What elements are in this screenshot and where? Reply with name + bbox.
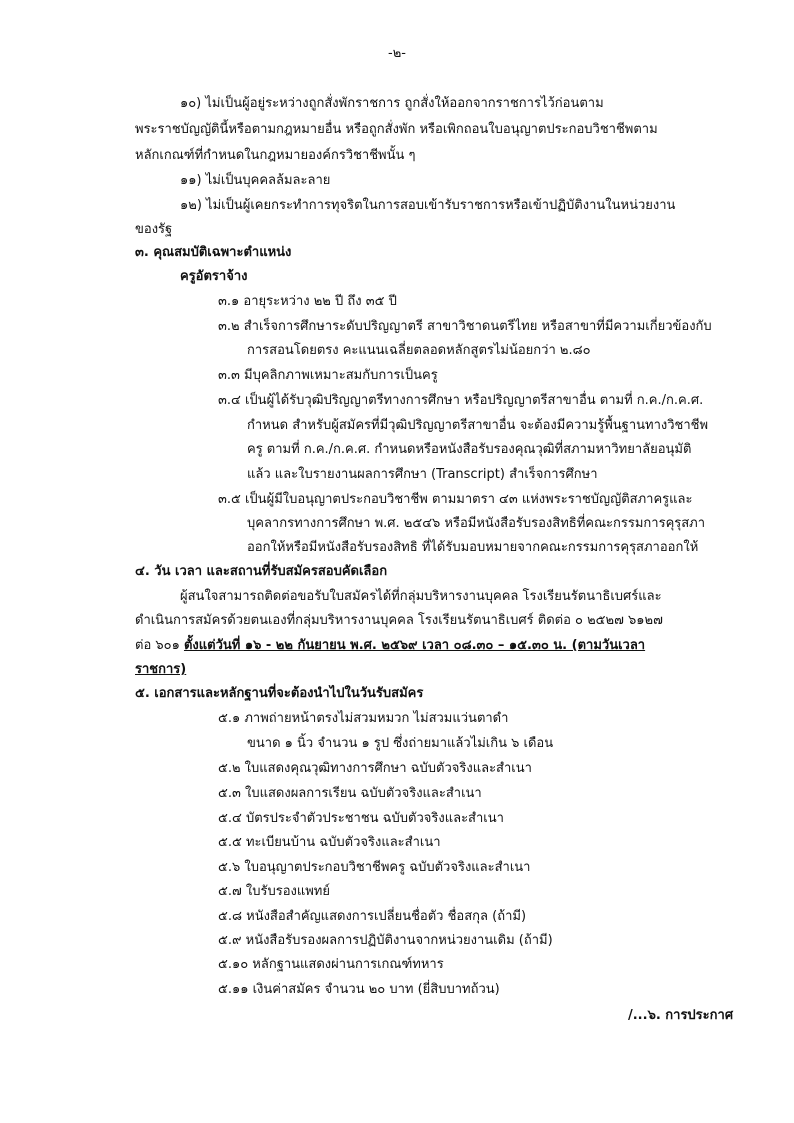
section-3-heading: ๓. คุณสมบัติเฉพาะตำแหน่ง (135, 245, 292, 260)
section-3-item-3: ๓.๓ มีบุคลิกภาพเหมาะสมกับการเป็นครู (218, 368, 438, 383)
section-3-item-2-line-2: การสอนโดยตรง คะแนนเฉลี่ยตลอดหลักสูตรไม่น้อยกว่า ๒.๘๐ (247, 343, 591, 358)
qualification-10-line-1: ๑๐) ไม่เป็นผู้อยู่ระหว่างถูกสั่งพักราชการ ถูกสั่งให้ออกจากราชการไว้ก่อนตาม (180, 96, 604, 111)
qualification-10-line-2: พระราชบัญญัตินี้หรือตามกฎหมายอื่น หรือถูกสั่งพัก หรือเพิกถอนใบอนุญาตประกอบวิชาชีพตาม (135, 122, 658, 137)
section-3-item-4-line-2: กำหนด สำหรับผู้สมัครที่มีวุฒิปริญญาตรีสาขาอื่น จะต้องมีความรู้พื้นฐานทางวิชาชีพ (247, 418, 709, 433)
section-5-heading: ๕. เอกสารและหลักฐานที่จะต้องนำไปในวันรับสมัคร (135, 686, 424, 701)
section-4-line-3 (135, 636, 645, 656)
document-item: ๕.๔ บัตรประจำตัวประชาชน ฉบับตัวจริงและสำเนา (218, 811, 504, 826)
section-3-item-4-line-3: ครู ตามที่ ก.ค./ก.ค.ศ. กำหนดหรือหนังสือรับรองคุณวุฒิที่สภามหาวิทยาลัยอนุมัติ (247, 442, 692, 457)
document-item: ๕.๖ ใบอนุญาตประกอบวิชาชีพครู ฉบับตัวจริงและสำเนา (218, 860, 531, 875)
qualification-12-line-2: ของรัฐ (135, 222, 173, 237)
section-4-line-1: ผู้สนใจสามารถติดต่อขอรับใบสมัครได้ที่กลุ่มบริหารงานบุคคล โรงเรียนรัตนาธิเบศร์และ (180, 589, 662, 604)
section-4-line-4: ราชการ) (135, 662, 187, 677)
qualification-11: ๑๑) ไม่เป็นบุคคลล้มละลาย (180, 173, 331, 188)
qualification-10-line-3: หลักเกณฑ์ที่กำหนดในกฎหมายองค์กรวิชาชีพนั้น ๆ (135, 148, 416, 163)
document-item: ๕.๒ ใบแสดงคุณวุฒิทางการศึกษา ฉบับตัวจริงและสำเนา (218, 761, 532, 776)
page-number: -๒- (388, 46, 406, 61)
document-item: ๕.๗ ใบรับรองแพทย์ (218, 884, 330, 899)
document-item: ๕.๕ ทะเบียนบ้าน ฉบับตัวจริงและสำเนา (218, 835, 441, 850)
section-4-line-2: ดำเนินการสมัครด้วยตนเองที่กลุ่มบริหารงานบุคคล โรงเรียนรัตนาธิเบศร์ ติดต่อ ๐ ๒๕๒๗ ๖๑๒๗ (135, 613, 663, 628)
section-3-item-2-line-1: ๓.๒ สำเร็จการศึกษาระดับปริญญาตรี สาขาวิชาดนตรีไทย หรือสาขาที่มีความเกี่ยวข้องกับ (218, 319, 712, 334)
document-item: ๕.๑๐ หลักฐานแสดงผ่านการเกณฑ์ทหาร (218, 957, 444, 972)
section-4-line-3-prefix: ต่อ ๖๐๑ (135, 638, 184, 653)
section-3-item-4-line-1: ๓.๔ เป็นผู้ได้รับวุฒิปริญญาตรีทางการศึกษา หรือปริญญาตรีสาขาอื่น ตามที่ ก.ค./ก.ค.ศ. (218, 393, 704, 408)
document-item: ๕.๑๑ เงินค่าสมัคร จำนวน ๒๐ บาท (ยี่สิบบาทถ้วน) (218, 982, 500, 997)
continuation-reference: /...๖. การประกาศ (628, 1008, 734, 1023)
qualification-12-line-1: ๑๒) ไม่เป็นผู้เคยกระทำการทุจริตในการสอบเข้ารับราชการหรือเข้าปฏิบัติงานในหน่วยงาน (180, 198, 676, 213)
section-4-heading: ๔. วัน เวลา และสถานที่รับสมัครสอบคัดเลือก (135, 564, 388, 579)
section-3-item-5-line-1: ๓.๕ เป็นผู้มีใบอนุญาตประกอบวิชาชีพ ตามมาตรา ๔๓ แห่งพระราชบัญญัติสภาครูและ (218, 492, 693, 507)
document-item: ๕.๙ หนังสือรับรองผลการปฏิบัติงานจากหน่วยงานเดิม (ถ้ามี) (218, 933, 553, 948)
document-item: ๕.๑ ภาพถ่ายหน้าตรงไม่สวมหมวก ไม่สวมแว่นตาดำ (218, 711, 509, 726)
document-item: ๕.๓ ใบแสดงผลการเรียน ฉบับตัวจริงและสำเนา (218, 786, 482, 801)
section-3-item-5-line-3: ออกให้หรือมีหนังสือรับรองสิทธิ ที่ได้รับมอบหมายจากคณะกรรมการคุรุสภาออกให้ (247, 540, 699, 555)
section-3-item-1: ๓.๑ อายุระหว่าง ๒๒ ปี ถึง ๓๕ ปี (218, 294, 397, 309)
section-3-item-5-line-2: บุคลากรทางการศึกษา พ.ศ. ๒๕๔๖ หรือมีหนังสือรับรองสิทธิที่คณะกรรมการคุรุสภา (247, 516, 706, 531)
section-3-item-4-line-4: แล้ว และใบรายงานผลการศึกษา (Transcript) สำเร็จการศึกษา (247, 467, 598, 482)
application-period: ตั้งแต่วันที่ ๑๖ - ๒๒ กันยายน พ.ศ. ๒๕๖๙ เวลา ๐๘.๓๐ – ๑๕.๓๐ น. (ตามวันเวลา (183, 638, 646, 653)
document-item: ขนาด ๑ นิ้ว จำนวน ๑ รูป ซึ่งถ่ายมาแล้วไม่เกิน ๖ เดือน (247, 736, 554, 751)
document-item: ๕.๘ หนังสือสำคัญแสดงการเปลี่ยนชื่อตัว ชื่อสกุล (ถ้ามี) (218, 909, 527, 924)
section-3-subheading: ครูอัตราจ้าง (180, 269, 248, 284)
